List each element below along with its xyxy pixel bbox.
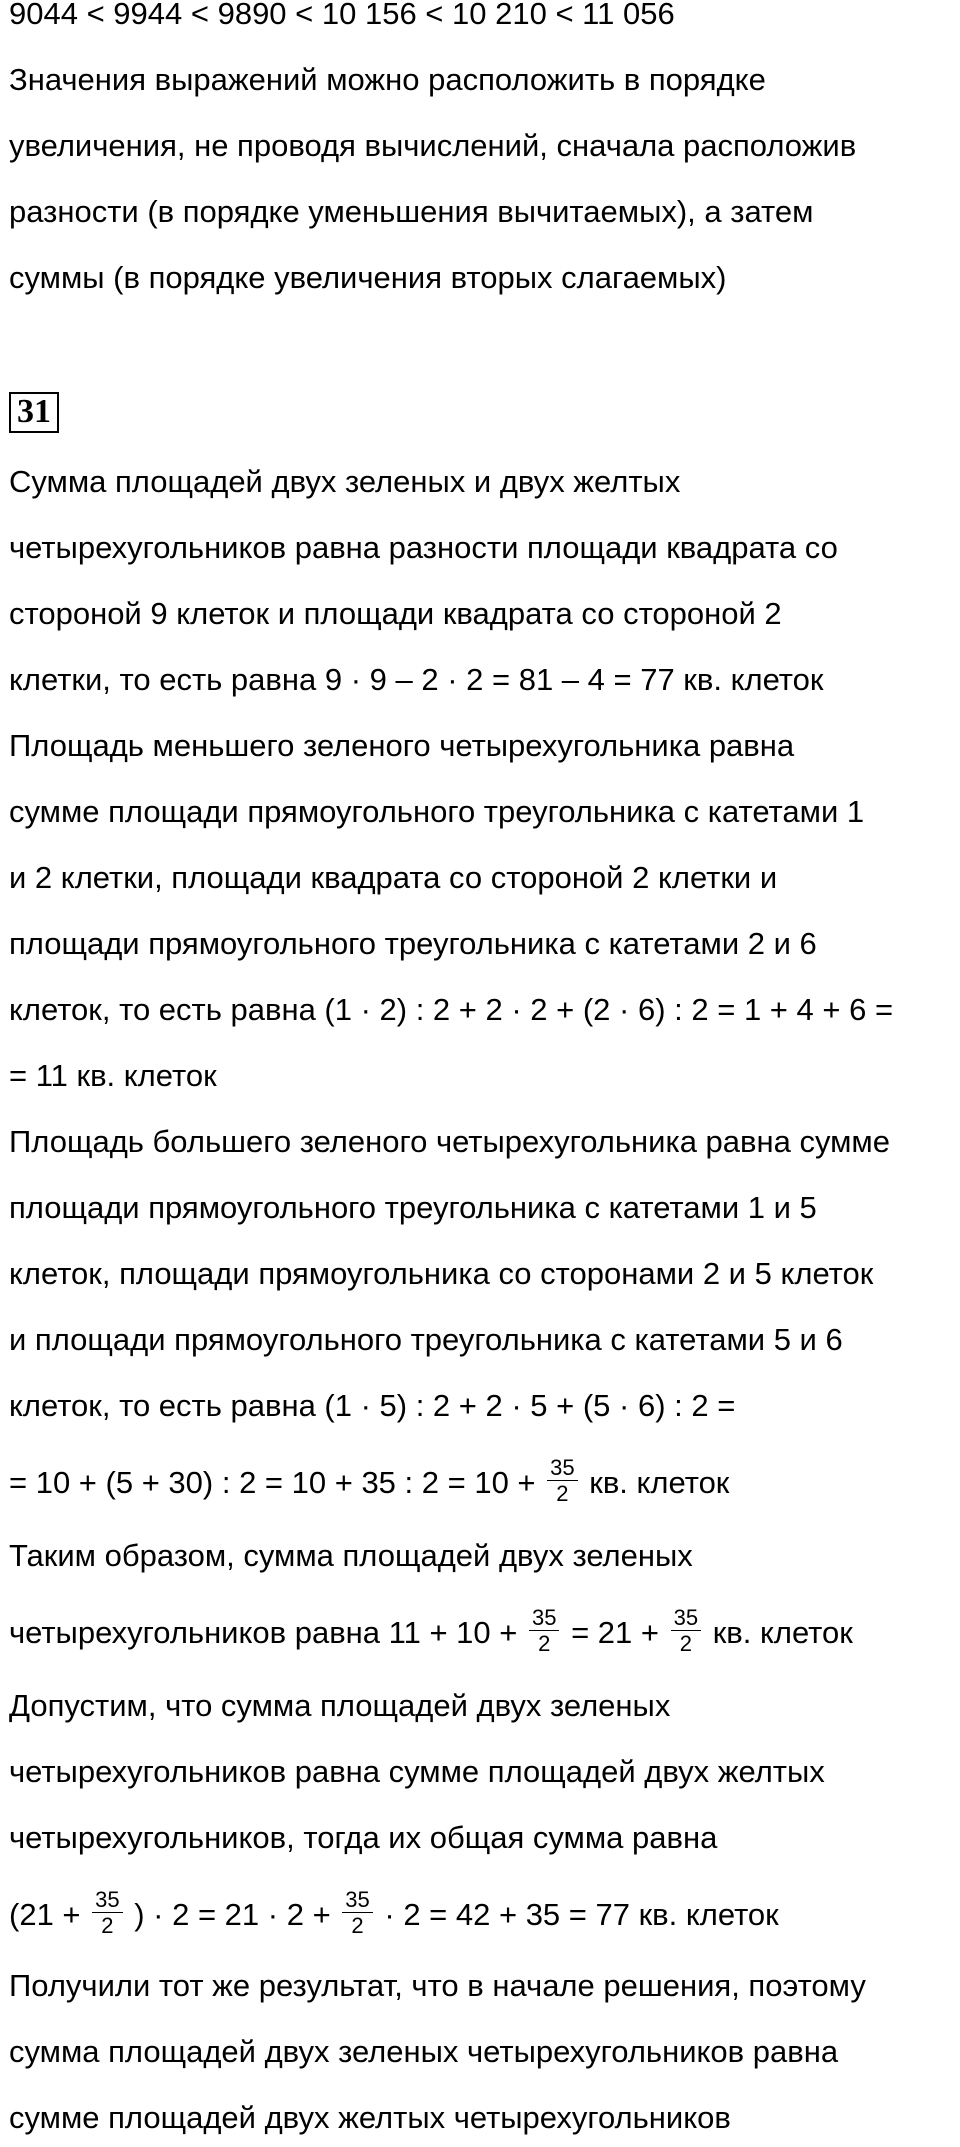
fraction: [529, 1606, 559, 1655]
text-line: сумме площади прямоугольного треугольника с катетами 1: [9, 794, 865, 829]
fraction-numerator: 35: [671, 1606, 701, 1631]
text-line: сумма площадей двух зеленых четырехугольников равна: [9, 2034, 839, 2069]
text-line: четырехугольников, тогда их общая сумма равна: [9, 1820, 718, 1855]
equation-text: (21 +: [9, 1896, 90, 1932]
text-line: клеток, то есть равна (1 · 2) : 2 + 2 · 2 + (2 · 6) : 2 = 1 + 4 + 6 =: [9, 992, 894, 1027]
text-line: клетки, то есть равна 9 · 9 – 2 · 2 = 81 – 4 = 77 кв. клеток: [9, 662, 824, 697]
fraction-numerator: 35: [92, 1888, 122, 1913]
fraction: [92, 1888, 122, 1937]
equation-text: кв. клеток: [580, 1464, 730, 1500]
text-line: Получили тот же результат, что в начале решения, поэтому: [9, 1968, 866, 2003]
text-line: Значения выражений можно расположить в порядке: [9, 62, 766, 97]
fraction-denominator: 2: [538, 1631, 551, 1657]
equation-text: четырехугольников равна 11 + 10 +: [9, 1614, 526, 1650]
text-line: и площади прямоугольного треугольника с катетами 5 и 6: [9, 1322, 843, 1357]
text-line: площади прямоугольного треугольника с катетами 2 и 6: [9, 926, 817, 961]
text-line: суммы (в порядке увеличения вторых слагаемых): [9, 260, 727, 295]
text-line: Таким образом, сумма площадей двух зеленых: [9, 1538, 693, 1573]
equation-line: [9, 1455, 730, 1509]
text-line: Площадь большего зеленого четырехугольника равна сумме: [9, 1124, 890, 1159]
fraction: [342, 1888, 372, 1937]
fraction-numerator: 35: [529, 1606, 559, 1631]
task-number-box: 31: [9, 392, 59, 433]
text-line: стороной 9 клеток и площади квадрата со стороной 2: [9, 596, 782, 631]
text-line: разности (в порядке уменьшения вычитаемых), а затем: [9, 194, 814, 229]
fraction: [671, 1606, 701, 1655]
text-line: площади прямоугольного треугольника с катетами 1 и 5: [9, 1190, 817, 1225]
text-line: Допустим, что сумма площадей двух зеленых: [9, 1688, 671, 1723]
text-line: Площадь меньшего зеленого четырехугольника равна: [9, 728, 795, 763]
fraction-numerator: 35: [547, 1456, 577, 1481]
fraction-denominator: 2: [556, 1481, 569, 1507]
text-line: = 11 кв. клеток: [9, 1058, 217, 1093]
text-line: четырехугольников равна разности площади квадрата со: [9, 530, 838, 565]
fraction: [547, 1456, 577, 1505]
equation-line: [9, 1887, 779, 1941]
text-line: четырехугольников равна сумме площадей двух желтых: [9, 1754, 825, 1789]
text-line: увеличения, не проводя вычислений, сначала расположив: [9, 128, 857, 163]
text-line: сумме площадей двух желтых четырехугольников: [9, 2100, 731, 2135]
fraction-denominator: 2: [101, 1913, 114, 1939]
equation-text: = 10 + (5 + 30) : 2 = 10 + 35 : 2 = 10 +: [9, 1464, 545, 1500]
equation-text: кв. клеток: [704, 1614, 853, 1650]
equation-text: = 21 +: [562, 1614, 668, 1650]
comparison-line: 9044 < 9944 < 9890 < 10 156 < 10 210 < 11 056: [9, 0, 675, 31]
text-line: клеток, то есть равна (1 · 5) : 2 + 2 · 5 + (5 · 6) : 2 =: [9, 1388, 736, 1423]
equation-line: [9, 1605, 853, 1659]
text-line: и 2 клетки, площади квадрата со стороной 2 клетки и: [9, 860, 778, 895]
fraction-numerator: 35: [342, 1888, 372, 1913]
equation-text: · 2 = 42 + 35 = 77 кв. клеток: [375, 1896, 779, 1932]
fraction-denominator: 2: [351, 1913, 364, 1939]
text-line: Сумма площадей двух зеленых и двух желтых: [9, 464, 681, 499]
equation-text: ) · 2 = 21 · 2 +: [125, 1896, 340, 1932]
fraction-denominator: 2: [679, 1631, 692, 1657]
text-line: клеток, площади прямоугольника со сторонами 2 и 5 клеток: [9, 1256, 874, 1291]
